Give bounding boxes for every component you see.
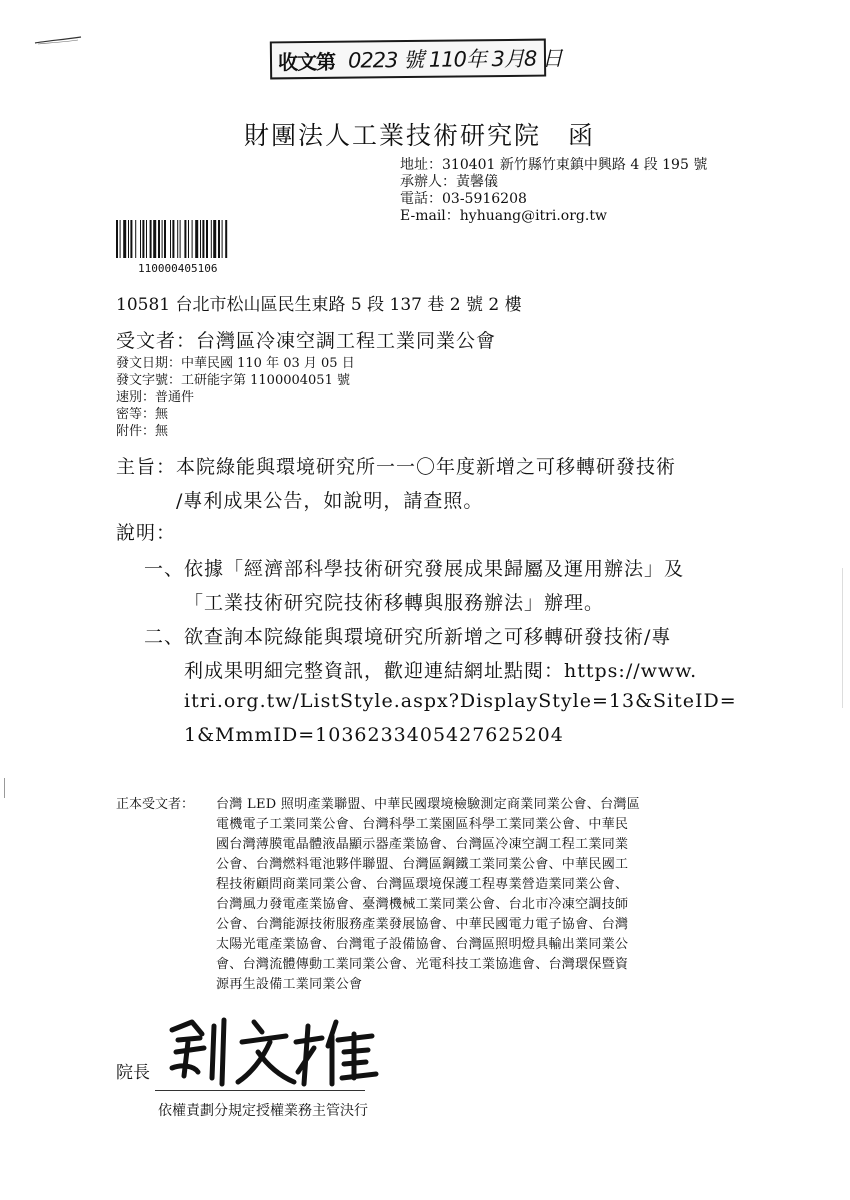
cc-line: 程技術顧問商業同業公會、台灣區環境保護工程專業營造業同業公會、	[216, 877, 629, 892]
issue-date: 發文日期：中華民國 110 年 03 月 05 日	[116, 356, 355, 371]
barcode-bar	[177, 220, 178, 258]
scan-edge-line	[842, 568, 843, 708]
explanation-heading: 說明：	[116, 522, 177, 544]
barcode-bar	[158, 220, 160, 258]
barcode-bar	[172, 220, 174, 258]
barcode-bar	[140, 220, 141, 258]
barcode-bar	[135, 220, 136, 258]
cc-line: 台灣風力發電產業協會、臺灣機械工業同業公會、台北市冷凍空調技師	[216, 897, 629, 912]
attachments: 附件：無	[116, 424, 169, 439]
cc-line: 台灣 LED 照明產業聯盟、中華民國環境檢驗測定商業同業公會、台灣區	[216, 797, 641, 812]
barcode-bar	[164, 220, 166, 258]
barcode-bar	[188, 220, 189, 258]
explanation-item-2-line-2: 利成果明細完整資訊，歡迎連結網址點閱：https://www.	[184, 660, 698, 682]
president-label: 院長	[116, 1063, 150, 1083]
cc-line: 會、台灣流體傳動工業同業公會、光電科技工業協進會、台灣環保暨資	[216, 957, 629, 972]
stamp-prefix: 收文第	[277, 49, 336, 75]
organization-title: 財團法人工業技術研究院 函	[244, 121, 596, 150]
barcode-bar	[225, 220, 227, 258]
contact-email: E-mail：hyhuang@itri.org.tw	[400, 208, 607, 224]
explanation-item-1-line-2: 「工業技術研究院技術移轉與服務辦法」辦理。	[184, 592, 605, 614]
barcode-bar	[218, 220, 220, 258]
cc-label: 正本受文者：	[116, 797, 195, 812]
contact-person: 承辦人：黃馨儀	[400, 174, 498, 190]
barcode-bar	[123, 220, 126, 258]
explanation-item-2-line-1: 二、欲查詢本院綠能與環境研究所新增之可移轉研發技術/專	[144, 626, 672, 648]
barcode-bar	[130, 220, 132, 258]
document-number: 發文字號：工研能字第 1100004051 號	[116, 373, 350, 388]
barcode-bar	[222, 220, 223, 258]
barcode-bar	[202, 220, 204, 258]
contact-phone: 電話：03-5916208	[400, 191, 527, 207]
cc-line: 太陽光電產業協會、台灣電子設備協會、台灣區照明燈具輸出業同業公	[216, 937, 629, 952]
barcode-bar	[120, 220, 121, 258]
signature-underline	[155, 1090, 365, 1091]
contact-address: 地址：310401 新竹縣竹東鎮中興路 4 段 195 號	[400, 157, 708, 173]
subject-line-2: /專利成果公告，如說明，請查照。	[176, 490, 484, 512]
handwritten-signature	[158, 1012, 388, 1092]
barcode-bar	[170, 220, 171, 258]
confidentiality: 密等：無	[116, 407, 169, 422]
recipient: 受文者：台灣區冷凍空調工程工業同業公會	[116, 330, 497, 352]
explanation-item-2-url-line-1: itri.org.tw/ListStyle.aspx?DisplayStyle=13&SiteID=	[184, 690, 737, 712]
barcode-bar	[195, 220, 198, 258]
barcode-bar	[162, 220, 163, 258]
barcode-bar	[180, 220, 181, 258]
barcode-bar	[184, 220, 186, 258]
barcode-bar	[206, 220, 208, 258]
barcode-bar	[146, 220, 147, 258]
receipt-stamp	[270, 39, 563, 80]
barcode-bar	[213, 220, 216, 258]
barcode-bar	[153, 220, 156, 258]
explanation-item-1-line-1: 一、依據「經濟部科學技術研究發展成果歸屬及運用辦法」及	[144, 558, 685, 580]
urgency: 速別：普通件	[116, 390, 195, 405]
barcode-bar	[142, 220, 144, 258]
barcode-bar	[128, 220, 129, 258]
recipient-address: 10581 台北市松山區民生東路 5 段 137 巷 2 號 2 樓	[116, 295, 522, 315]
cc-line: 電機電子工業同業公會、台灣科學工業園區科學工業同業公會、中華民	[216, 817, 629, 832]
explanation-item-2-url-line-2: 1&MmmID=1036233405427625204	[184, 724, 564, 746]
subject-line-1: 主旨：本院綠能與環境研究所一一〇年度新增之可移轉研發技術	[116, 456, 677, 478]
delegation-note: 依權責劃分規定授權業務主管決行	[158, 1103, 368, 1119]
barcode-bar	[200, 220, 201, 258]
barcode-bar	[211, 220, 212, 258]
barcode-bar	[150, 220, 152, 258]
barcode-number: 110000405106	[138, 262, 218, 275]
cc-line: 公會、台灣燃料電池夥伴聯盟、台灣區鋼鐵工業同業公會、中華民國工	[216, 857, 629, 872]
cc-line: 國台灣薄膜電晶體液晶顯示器產業協會、台灣區冷凍空調工程工業同業	[216, 837, 629, 852]
scan-edge-line	[4, 778, 5, 798]
pen-scribble-mark	[34, 34, 84, 46]
cc-line: 公會、台灣能源技術服務產業發展協會、中華民國電力電子協會、台灣	[216, 917, 629, 932]
stamp-handwritten-number: 0223 號 110年 3月8 日	[347, 46, 563, 73]
barcode-bar	[192, 220, 193, 258]
barcode-bar	[116, 220, 118, 258]
barcode	[116, 220, 264, 258]
cc-line: 源再生設備工業同業公會	[216, 977, 363, 992]
